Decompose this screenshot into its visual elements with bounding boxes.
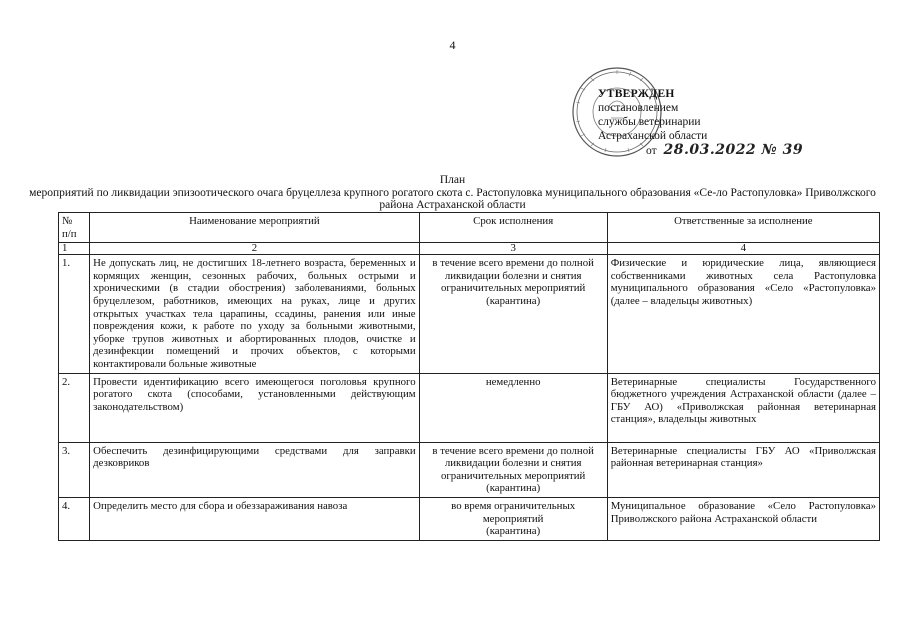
approval-date-line [646,143,803,158]
header-responsible: Ответственные за исполнение [607,213,879,243]
table-row [59,442,880,497]
row-term: во время ограничительных мероприятий (карантина) [419,497,607,540]
row-number: 4. [59,497,90,540]
row-number: 1. [59,255,90,373]
header-number: № п/п [59,213,90,243]
column-number: 3 [419,243,607,255]
table-header-row [59,213,880,243]
page-number: 4 [449,38,456,52]
measures-table [58,212,880,541]
row-responsible: Ветеринарные специалисты Государственного бюджетного учреждения Астраханской области (далее – ГБУ АО) «Приволжская районная ветеринарная станция», владельцы животных [607,373,879,442]
column-number-row [59,243,880,255]
approval-title: УТВЕРЖДЕН [598,88,675,100]
approval-block [598,87,803,158]
approval-line-3: Астраханской области [598,130,708,142]
approval-line-1: постановлением [598,102,679,114]
approval-line-2: службы ветеринарии [598,116,701,128]
row-responsible: Ветеринарные специалисты ГБУ АО «Приволжская районная ветеринарная станция» [607,442,879,497]
column-number: 1 [59,243,90,255]
row-term: в течение всего времени до полной ликвидации болезни и снятия ограничительных мероприятий (карантина) [419,442,607,497]
table-row [59,497,880,540]
row-action: Провести идентификацию всего имеющегося поголовья крупного рогатого скота (способами, установленными действующим законодательством) [90,373,419,442]
row-action: Не допускать лиц, не достигших 18-летнего возраста, беременных и кормящих женщин, сезонных рабочих, больных острыми и хроническими (в стадии обострения) заболеваниями, больных бруцеллезом, работников, имеющих на руках, лице и других открытых участках тела царапины, ссадины, ранения или иные повреждения кожи, к работе по уходу за больными животными, уборке трупов животных и абортированных плодов, очистке и дезинфекции помещений и прочих объектов, с которыми контактировали больные животные [90,255,419,373]
header-action: Наименование мероприятий [90,213,419,243]
header-term: Срок исполнения [419,213,607,243]
title-subtitle: мероприятий по ликвидации эпизоотического очага бруцеллеза крупного рогатого скота с. Растопуловка муниципального образования «Се-ло Растопуловка» Приволжского района Астраханской области [29,186,876,211]
document-title [0,174,905,212]
row-term: немедленно [419,373,607,442]
row-responsible: Физические и юридические лица, являющиеся собственниками животных села Растопуловка муниципального образования «Село «Растопуловка» (далее – владельцы животных) [607,255,879,373]
approval-date-handwritten: 28.03.2022 № 39 [663,142,804,158]
row-action: Определить место для сбора и обеззараживания навоза [90,497,419,540]
column-number: 2 [90,243,419,255]
row-number: 2. [59,373,90,442]
row-action: Обеспечить дезинфицирующими средствами для заправки дезковриков [90,442,419,497]
row-term: в течение всего времени до полной ликвидации болезни и снятия ограничительных мероприятий (карантина) [419,255,607,373]
row-responsible: Муниципальное образование «Село Растопуловка» Приволжского района Астраханской области [607,497,879,540]
row-number: 3. [59,442,90,497]
table-row [59,255,880,373]
table-row [59,373,880,442]
column-number: 4 [607,243,879,255]
title-plan: План [439,174,466,186]
approval-date-prefix: от [646,145,657,157]
